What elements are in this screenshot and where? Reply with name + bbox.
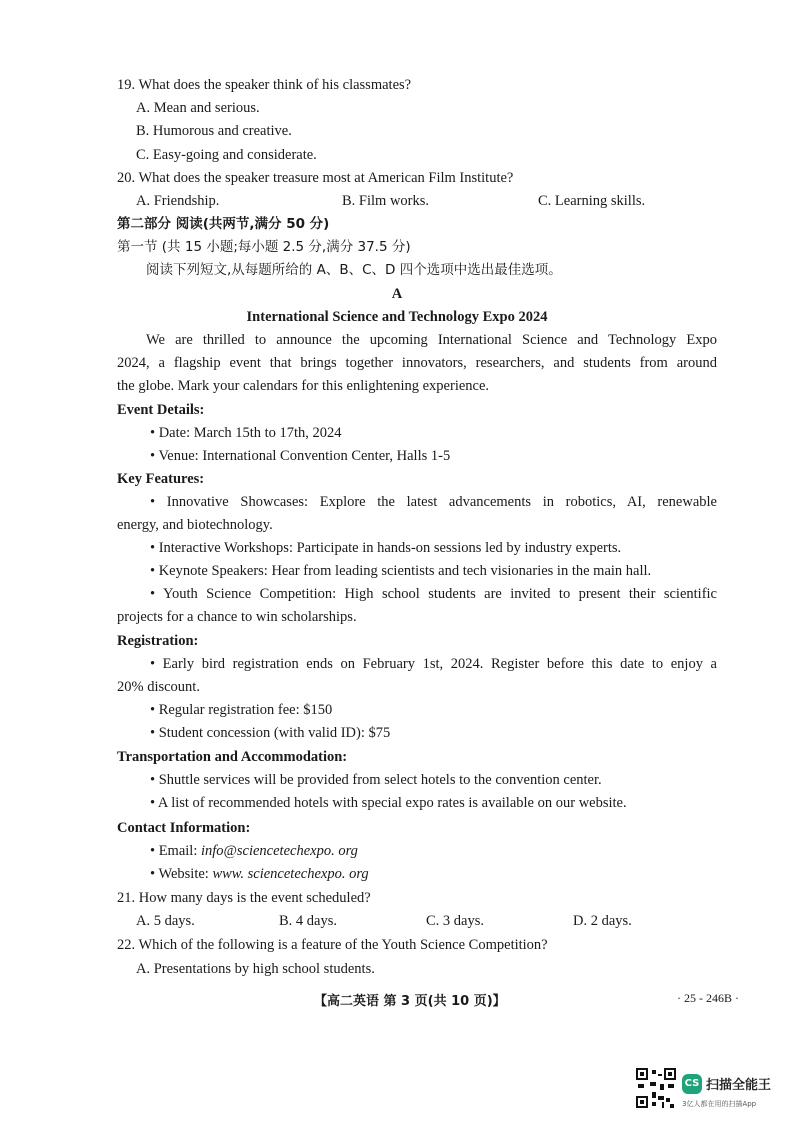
reading-instruction: 阅读下列短文,从每题所给的 A、B、C、D 四个选项中选出最佳选项。 (146, 262, 562, 278)
feature-showcases-line-2: energy, and biotechnology. (117, 517, 273, 533)
intro-line-1: We are thrilled to announce the upcoming International Science and Technology Expo (146, 332, 717, 348)
camscanner-tagline: 3亿人都在用的扫描App (682, 1100, 757, 1108)
contact-email-address: info@sciencetechexpo. org (200, 843, 358, 859)
question-19-option-a: A. Mean and serious. (136, 100, 260, 116)
question-20-option-b: B. Film works. (342, 193, 430, 209)
qr-code-icon (636, 1068, 676, 1108)
camscanner-name: 扫描全能王 (706, 1078, 772, 1093)
feature-youth-competition-line-1: • Youth Science Competition: High school students are invited to present their scientific (150, 586, 717, 602)
registration-regular-fee: • Regular registration fee: $150 (150, 702, 333, 718)
question-21-stem: 21. How many days is the event scheduled? (117, 890, 371, 906)
question-21-option-b: B. 4 days. (279, 913, 337, 929)
feature-keynote: • Keynote Speakers: Hear from leading scientists and tech visionaries in the main hall. (150, 563, 652, 579)
transport-hotels: • A list of recommended hotels with special expo rates is available on our website. (150, 795, 627, 811)
question-22-stem: 22. Which of the following is a feature of the Youth Science Competition? (117, 937, 548, 953)
question-20-option-a: A. Friendship. (136, 193, 220, 209)
registration-heading: Registration: (117, 633, 199, 649)
registration-early-bird-line-1: • Early bird registration ends on February 1st, 2024. Register before this date to enjoy a (150, 656, 717, 672)
contact-email-label: • Email: (150, 843, 201, 859)
event-details-heading: Event Details: (117, 402, 205, 418)
transport-shuttle: • Shuttle services will be provided from select hotels to the convention center. (150, 772, 602, 788)
registration-student-fee: • Student concession (with valid ID): $75 (150, 725, 391, 741)
transport-heading: Transportation and Accommodation: (117, 749, 348, 765)
contact-website-url: www. sciencetechexpo. org (212, 866, 369, 882)
page-footer: 【高二英语 第 3 页(共 10 页)】 (314, 994, 506, 1009)
question-20-option-c: C. Learning skills. (538, 193, 646, 209)
registration-early-bird-line-2: 20% discount. (117, 679, 200, 695)
intro-line-2: 2024, a flagship event that brings together innovators, researchers, and students from around (117, 355, 717, 371)
camscanner-logo: CS (682, 1074, 702, 1094)
question-21-option-c: C. 3 days. (426, 913, 484, 929)
question-19-option-c: C. Easy-going and considerate. (136, 147, 317, 163)
passage-title: International Science and Technology Expo 2024 (246, 309, 548, 325)
contact-website (150, 865, 369, 883)
question-19-stem: 19. What does the speaker think of his classmates? (117, 77, 412, 93)
contact-heading: Contact Information: (117, 820, 251, 836)
contact-website-label: • Website: (150, 866, 213, 882)
intro-line-3: the globe. Mark your calendars for this enlightening experience. (117, 378, 490, 394)
event-date: • Date: March 15th to 17th, 2024 (150, 425, 342, 441)
event-venue: • Venue: International Convention Center, Halls 1-5 (150, 448, 451, 464)
part-two-heading: 第二部分 阅读(共两节,满分 50 分) (117, 216, 330, 232)
question-22-option-a: A. Presentations by high school students. (136, 961, 375, 977)
question-21-option-a: A. 5 days. (136, 913, 195, 929)
feature-workshops: • Interactive Workshops: Participate in hands-on sessions led by industry experts. (150, 540, 622, 556)
question-21-option-d: D. 2 days. (573, 913, 632, 929)
question-19-option-b: B. Humorous and creative. (136, 123, 292, 139)
passage-letter: A (391, 286, 403, 302)
feature-showcases-line-1: • Innovative Showcases: Explore the latest advancements in robotics, AI, renewable (150, 494, 717, 510)
feature-youth-competition-line-2: projects for a chance to win scholarships. (117, 609, 357, 625)
question-20-stem: 20. What does the speaker treasure most at American Film Institute? (117, 170, 514, 186)
contact-email (150, 842, 358, 860)
section-one-heading: 第一节 (共 15 小题;每小题 2.5 分,满分 37.5 分) (117, 239, 411, 255)
paper-code: · 25 - 246B · (677, 991, 739, 1005)
key-features-heading: Key Features: (117, 471, 205, 487)
